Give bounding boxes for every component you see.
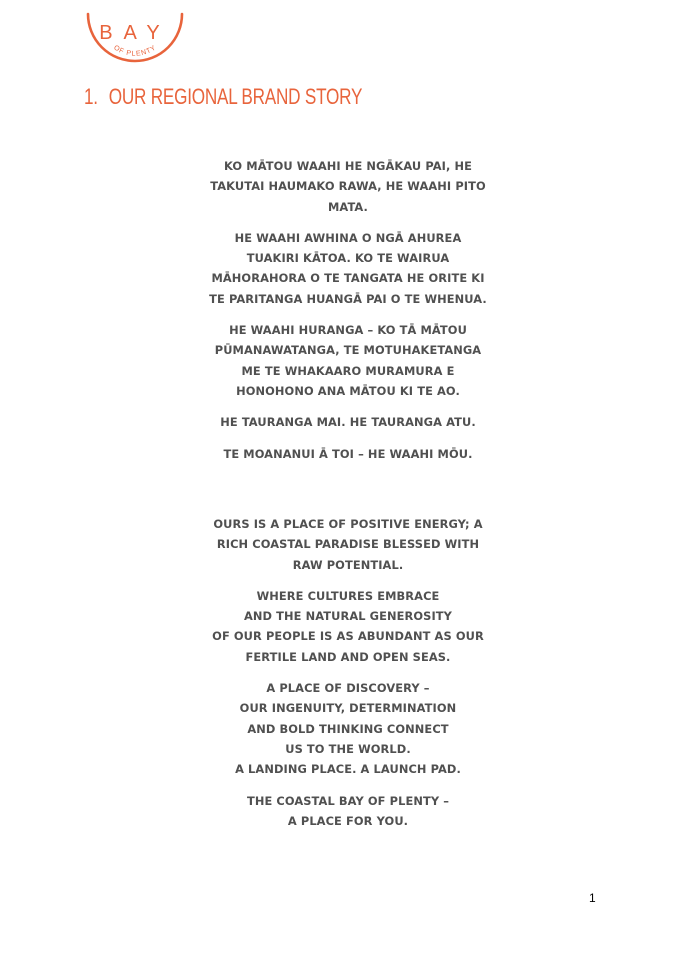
- maori-line: TAKUTAI HAUMAKO RAWA, HE WAAHI PITO: [210, 179, 486, 194]
- maori-line: HE WAAHI HURANGA – KO TĀ MĀTOU: [229, 323, 467, 338]
- maori-line: ME TE WHAKAARO MURAMURA E: [241, 363, 455, 378]
- maori-line: TE MOANANUI Ā TOI – HE WAAHI MŌU.: [223, 446, 473, 461]
- maori-line: HE WAAHI AWHINA O NGĀ AHUREA: [234, 230, 462, 245]
- english-paragraph: [180, 678, 516, 779]
- english-line: US TO THE WORLD.: [285, 741, 411, 756]
- maori-brand-story: [180, 156, 516, 475]
- english-line: WHERE CULTURES EMBRACE: [256, 588, 440, 603]
- maori-line: PŪMANAWATANGA, TE MOTUHAKETANGA: [214, 343, 482, 358]
- maori-line: MATA.: [327, 199, 368, 214]
- english-paragraph: [180, 514, 516, 575]
- english-line: A PLACE FOR YOU.: [287, 813, 409, 828]
- maori-paragraph: [180, 320, 516, 401]
- english-line: A LANDING PLACE. A LAUNCH PAD.: [235, 762, 461, 777]
- english-line: OURS IS A PLACE OF POSITIVE ENERGY; A: [213, 517, 483, 531]
- maori-paragraph: [180, 156, 516, 217]
- english-line: OUR INGENUITY, DETERMINATION: [239, 701, 457, 716]
- logo-subtitle: OF PLENTY: [112, 44, 158, 58]
- english-line: RAW POTENTIAL.: [292, 557, 404, 572]
- english-line: AND THE NATURAL GENEROSITY: [243, 609, 453, 624]
- maori-line: MĀHORAHORA O TE TANGATA HE ORITE KI: [211, 271, 485, 286]
- english-brand-story: [180, 514, 516, 842]
- english-line: AND BOLD THINKING CONNECT: [247, 721, 449, 736]
- maori-paragraph: [180, 444, 516, 464]
- maori-paragraph: [180, 412, 516, 432]
- english-line: A PLACE OF DISCOVERY –: [266, 681, 430, 696]
- english-line: RICH COASTAL PARADISE BLESSED WITH: [216, 537, 480, 552]
- maori-line: TUAKIRI KĀTOA. KO TE WAIRUA: [246, 251, 450, 266]
- maori-line: HONOHONO ANA MĀTOU KI TE AO.: [236, 383, 460, 398]
- english-paragraph: [180, 586, 516, 667]
- english-paragraph: [180, 791, 516, 832]
- page-number: 1: [589, 891, 596, 905]
- english-line: FERTILE LAND AND OPEN SEAS.: [245, 649, 451, 664]
- bay-of-plenty-logo: [80, 8, 190, 74]
- english-line: THE COASTAL BAY OF PLENTY –: [246, 793, 450, 808]
- maori-line: TE PARITANGA HUANGĀ PAI O TE WHENUA.: [209, 291, 487, 306]
- section-title: OUR REGIONAL BRAND STORY: [108, 84, 363, 109]
- maori-line: KO MĀTOU WAAHI HE NGĀKAU PAI, HE: [224, 159, 472, 173]
- english-line: OF OUR PEOPLE IS AS ABUNDANT AS OUR: [212, 629, 484, 644]
- logo-wordmark: BAY: [99, 22, 171, 44]
- section-number: 1.: [84, 84, 98, 109]
- section-heading: [84, 84, 362, 108]
- maori-paragraph: [180, 228, 516, 309]
- maori-line: HE TAURANGA MAI. HE TAURANGA ATU.: [220, 415, 476, 430]
